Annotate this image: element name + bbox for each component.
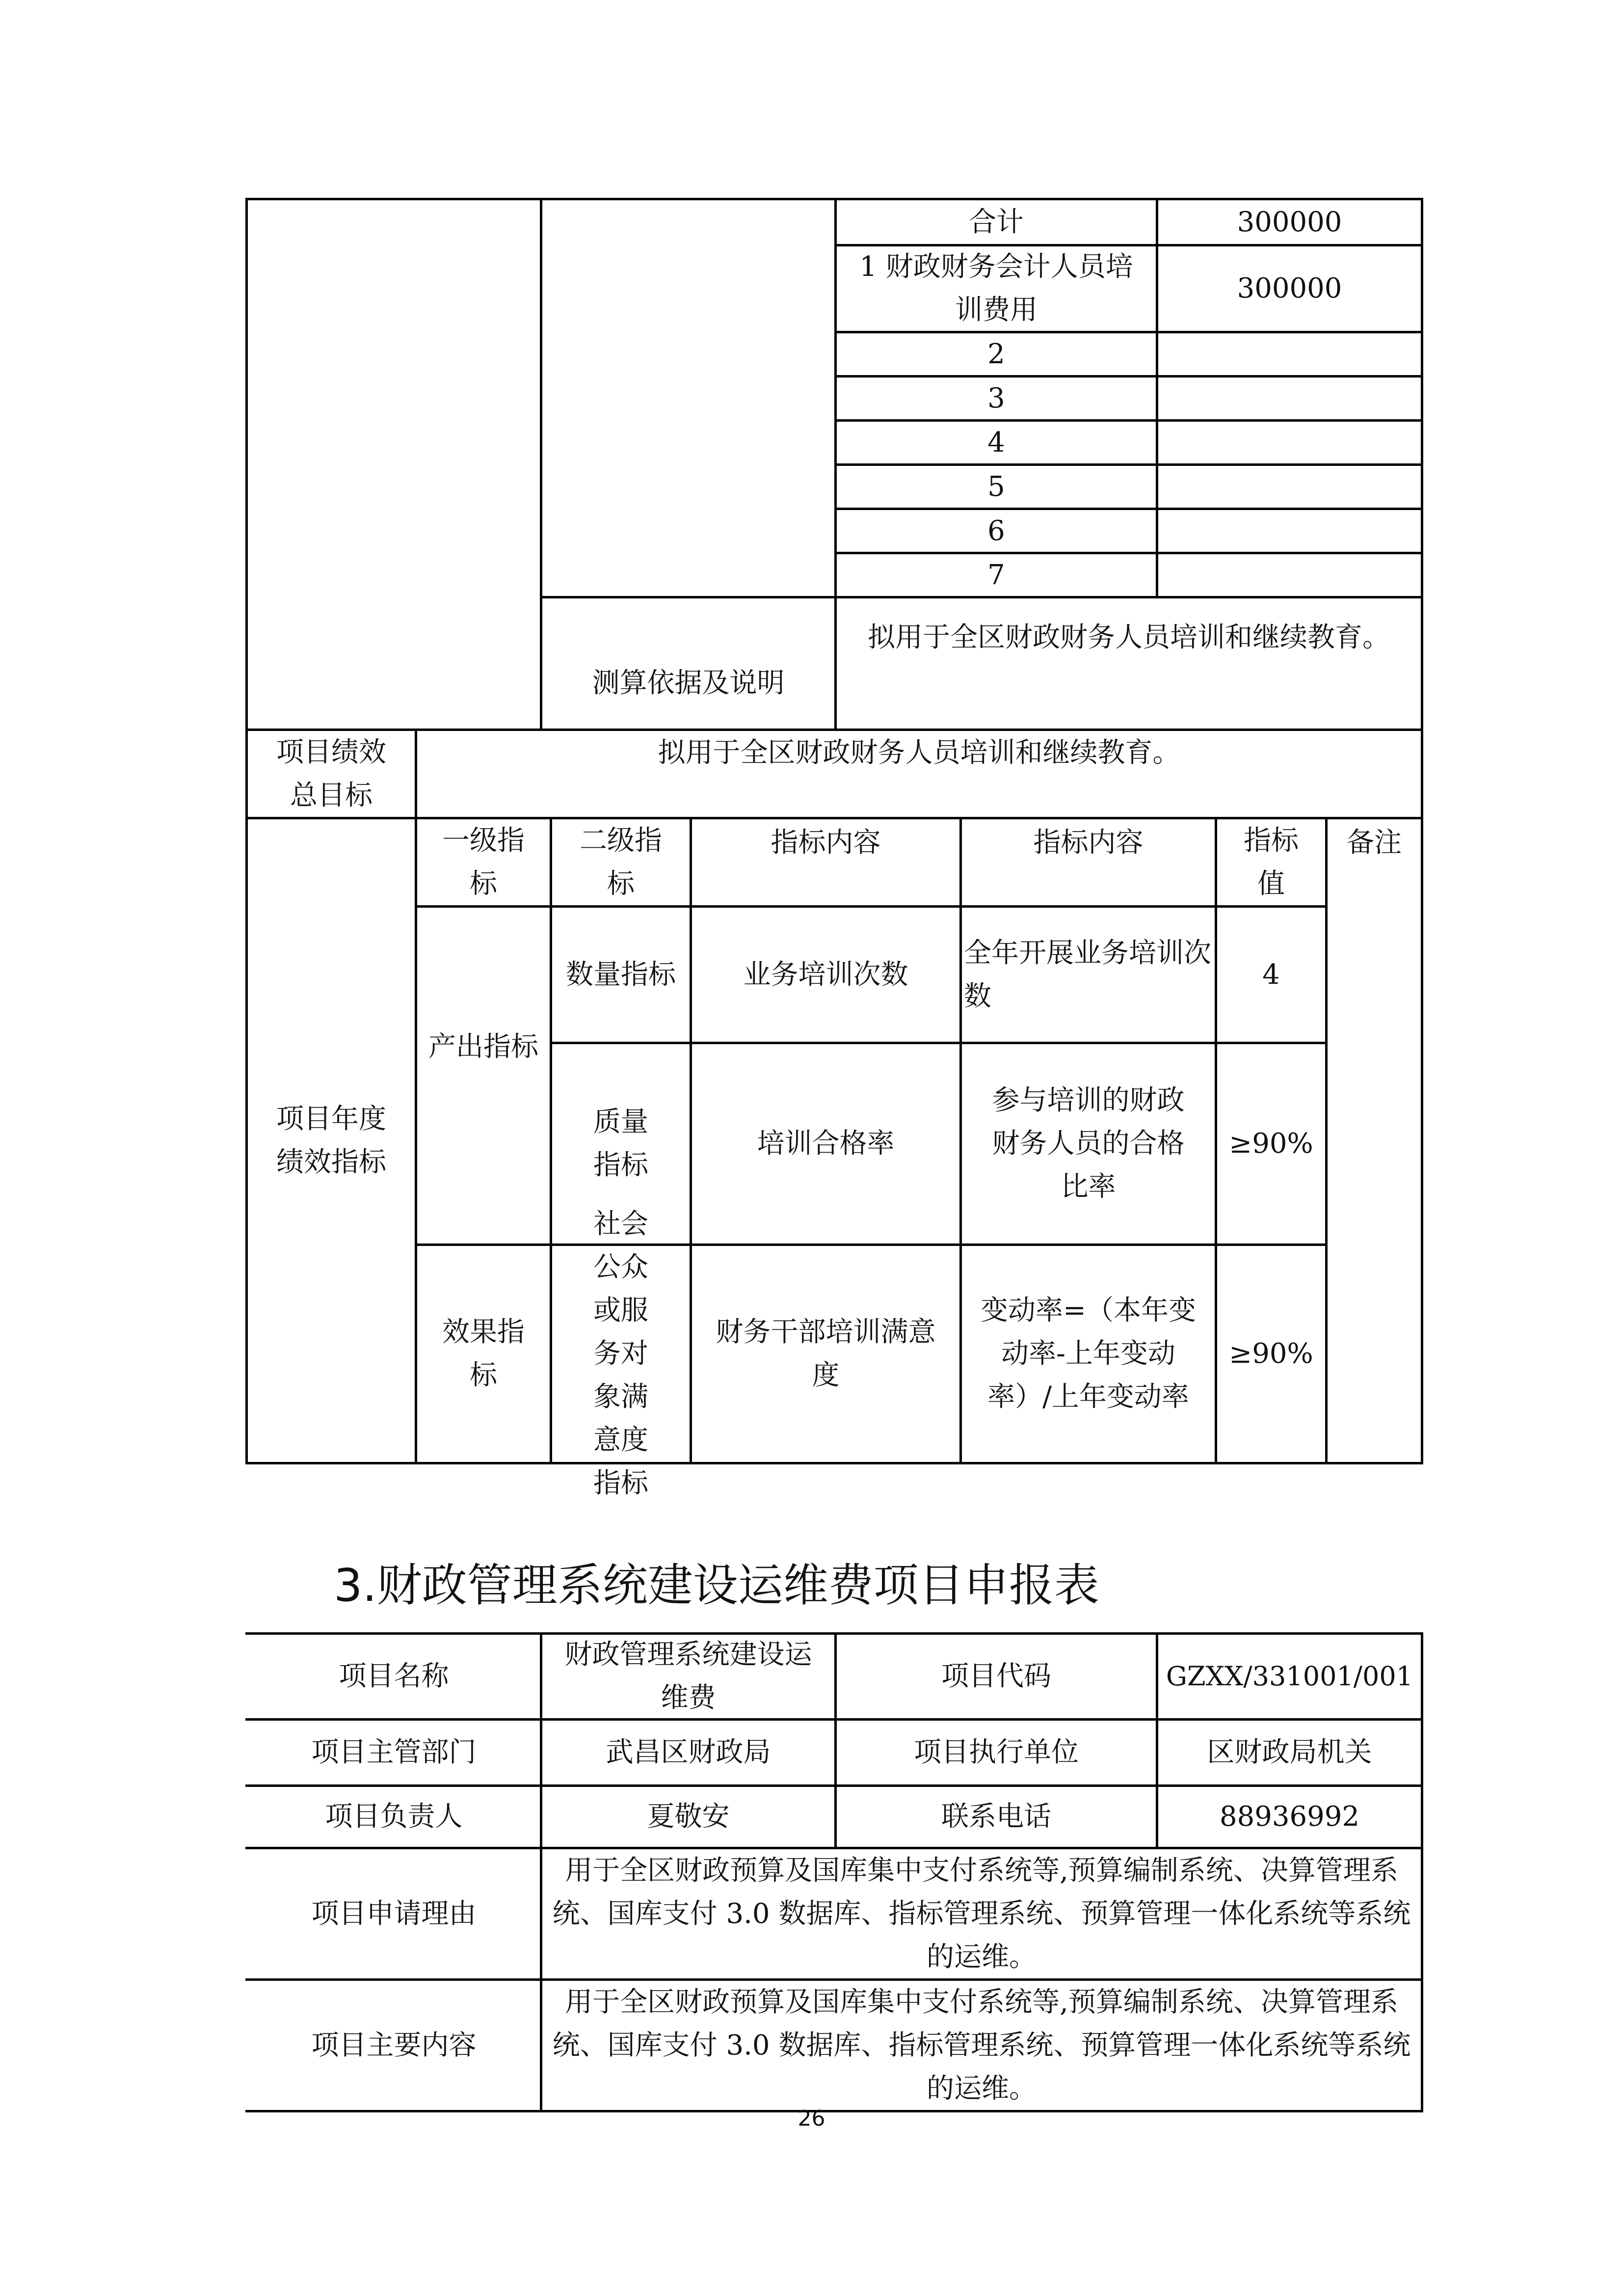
header-value: 指标值 (1244, 824, 1299, 900)
item-value-6 (1158, 510, 1421, 552)
header-level2: 二级指标 (580, 824, 662, 900)
dept-value: 武昌区财政局 (606, 1736, 771, 1768)
row2-level2: 质量指标 (593, 1106, 648, 1181)
project-code-value: GZXX/331001/001 (1166, 1661, 1413, 1692)
header-content2: 指标内容 (1033, 826, 1144, 859)
item-value-7 (1158, 554, 1421, 596)
indicators-label: 项目年度绩效指标 (276, 1103, 386, 1178)
project-name-value: 财政管理系统建设运维费 (564, 1639, 812, 1714)
reason-label: 项目申请理由 (311, 1897, 477, 1930)
page-number: 26 (798, 2106, 825, 2131)
row1-level2: 数量指标 (566, 958, 676, 991)
goal-label: 项目绩效总目标 (276, 736, 386, 811)
row1-content2: 全年开展业务培训次数 (964, 937, 1211, 1012)
basis-label: 测算依据及说明 (592, 667, 785, 699)
row2-value: ≥90% (1229, 1128, 1313, 1160)
header-content1: 指标内容 (771, 826, 881, 859)
content-text: 用于全区财政预算及国库集中支付系统等,预算编制系统、决算管理系统、国库支付 3.0 数据库、指标管理系统、预算管理一体化系统等系统的运维。 (552, 1986, 1411, 2105)
row1-content1: 业务培训次数 (743, 958, 908, 991)
phone-value: 88936992 (1219, 1801, 1360, 1833)
basis-text: 拟用于全区财政财务人员培训和继续教育。 (868, 621, 1390, 653)
total-label: 合计 (969, 206, 1024, 238)
item-label-3: 3 (987, 382, 1005, 414)
item-value-1: 300000 (1237, 272, 1342, 304)
item-label-2: 2 (987, 338, 1005, 370)
item-value-3 (1158, 378, 1421, 419)
row3-level1: 效果指标 (442, 1316, 525, 1391)
phone-label: 联系电话 (941, 1801, 1051, 1833)
item-label-5: 5 (987, 470, 1005, 503)
header-level1: 一级指标 (442, 824, 525, 900)
exec-value: 区财政局机关 (1207, 1736, 1372, 1768)
project-name-label: 项目名称 (339, 1660, 449, 1692)
header-remark: 备注 (1347, 826, 1402, 859)
row2-content1: 培训合格率 (757, 1128, 895, 1160)
goal-text: 拟用于全区财政财务人员培训和继续教育。 (658, 737, 1180, 769)
dept-label: 项目主管部门 (311, 1736, 477, 1768)
output-label: 产出指标 (428, 1031, 538, 1063)
content-label: 项目主要内容 (311, 2029, 477, 2061)
item-value-5 (1158, 466, 1421, 508)
total-value: 300000 (1237, 206, 1342, 238)
item-label-1: 1 财政财务会计人员培训费用 (859, 251, 1133, 326)
row3-content2: 变动率=（本年变动率-上年变动率）/上年变动率 (981, 1295, 1196, 1413)
row3-value: ≥90% (1229, 1338, 1313, 1370)
item-label-4: 4 (987, 426, 1005, 459)
exec-label: 项目执行单位 (914, 1736, 1079, 1768)
item-label-6: 6 (987, 514, 1005, 547)
row3-level2: 社会公众或服务对象满意度指标 (593, 1208, 648, 1499)
project-code-label: 项目代码 (941, 1660, 1051, 1692)
owner-value: 夏敬安 (647, 1801, 730, 1833)
item-value-2 (1158, 333, 1421, 375)
owner-label: 项目负责人 (325, 1801, 463, 1833)
row3-content1: 财务干部培训满意度 (716, 1316, 936, 1391)
row1-value: 4 (1262, 958, 1280, 991)
item-label-7: 7 (987, 559, 1005, 591)
section-title: 3.财政管理系统建设运维费项目申报表 (334, 1559, 1099, 1612)
row2-content2: 参与培训的财政财务人员的合格比率 (992, 1084, 1185, 1203)
item-value-4 (1158, 422, 1421, 463)
reason-text: 用于全区财政预算及国库集中支付系统等,预算编制系统、决算管理系统、国库支付 3.0 数据库、指标管理系统、预算管理一体化系统等系统的运维。 (552, 1854, 1411, 1973)
